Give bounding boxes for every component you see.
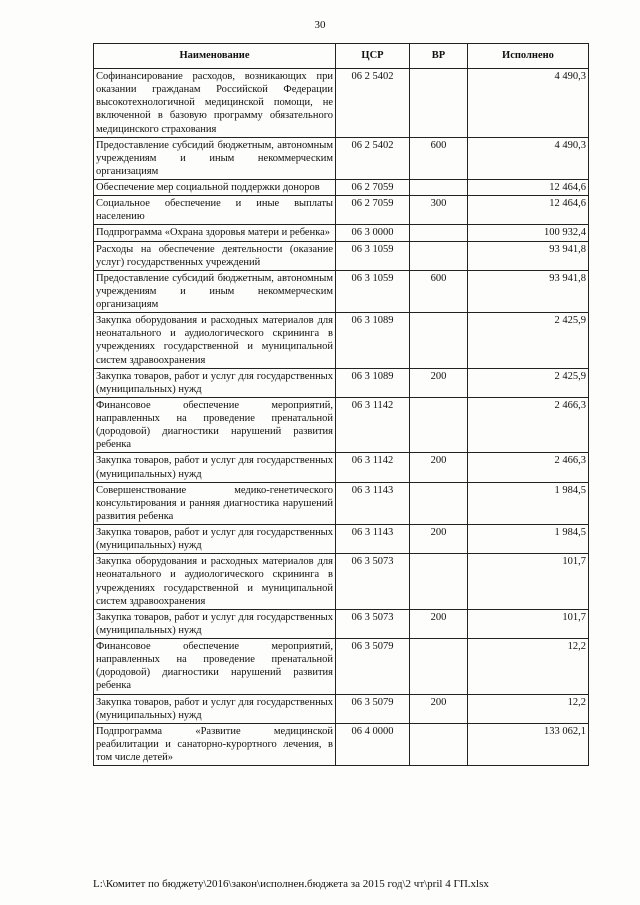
row-csr-cell: 06 2 5402 (336, 137, 410, 179)
row-csr-cell: 06 3 1089 (336, 313, 410, 369)
table-row (94, 694, 589, 723)
row-csr-cell: 06 3 5079 (336, 639, 410, 695)
row-vr-cell (410, 482, 468, 524)
row-csr-cell: 06 3 1143 (336, 482, 410, 524)
table-row (94, 137, 589, 179)
table-row (94, 609, 589, 638)
table-row (94, 69, 589, 138)
table-row (94, 270, 589, 312)
table-row (94, 525, 589, 554)
row-vr-cell: 200 (410, 694, 468, 723)
row-name-cell: Предоставление субсидий бюджетным, автономным учреждениям и иным некоммерческим организациям (94, 270, 336, 312)
budget-table (93, 43, 589, 766)
row-amount-cell: 12 464,6 (468, 180, 589, 196)
table-row (94, 313, 589, 369)
row-vr-cell (410, 397, 468, 453)
row-name-cell: Финансовое обеспечение мероприятий, направленных на проведение пренатальной (дородовой) диагностики нарушений развития ребенка (94, 639, 336, 695)
row-amount-cell: 4 490,3 (468, 137, 589, 179)
row-amount-cell: 101,7 (468, 554, 589, 610)
table-row (94, 723, 589, 765)
table-row (94, 554, 589, 610)
header-name: Наименование (94, 44, 336, 69)
row-vr-cell (410, 225, 468, 241)
row-csr-cell: 06 3 5079 (336, 694, 410, 723)
row-vr-cell (410, 241, 468, 270)
row-amount-cell: 12,2 (468, 639, 589, 695)
row-amount-cell: 100 932,4 (468, 225, 589, 241)
table-row (94, 225, 589, 241)
row-amount-cell: 2 425,9 (468, 368, 589, 397)
row-csr-cell: 06 3 1142 (336, 397, 410, 453)
row-amount-cell: 2 466,3 (468, 397, 589, 453)
row-csr-cell: 06 3 1059 (336, 270, 410, 312)
row-vr-cell (410, 313, 468, 369)
row-vr-cell: 200 (410, 453, 468, 482)
header-amount: Исполнено (468, 44, 589, 69)
row-name-cell: Подпрограмма «Охрана здоровья матери и ребенка» (94, 225, 336, 241)
row-name-cell: Закупка товаров, работ и услуг для государственных (муниципальных) нужд (94, 368, 336, 397)
row-vr-cell: 600 (410, 270, 468, 312)
table-row (94, 180, 589, 196)
row-name-cell: Подпрограмма «Развитие медицинской реабилитации и санаторно-курортного лечения, в том числе детей» (94, 723, 336, 765)
row-name-cell: Закупка товаров, работ и услуг для государственных (муниципальных) нужд (94, 694, 336, 723)
row-name-cell: Предоставление субсидий бюджетным, автономным учреждениям и иным некоммерческим организациям (94, 137, 336, 179)
row-csr-cell: 06 3 5073 (336, 609, 410, 638)
table-row (94, 482, 589, 524)
row-amount-cell: 101,7 (468, 609, 589, 638)
row-name-cell: Закупка товаров, работ и услуг для государственных (муниципальных) нужд (94, 609, 336, 638)
row-amount-cell: 12,2 (468, 694, 589, 723)
row-name-cell: Расходы на обеспечение деятельности (оказание услуг) государственных учреждений (94, 241, 336, 270)
row-amount-cell: 1 984,5 (468, 482, 589, 524)
row-vr-cell (410, 69, 468, 138)
table-row (94, 196, 589, 225)
row-vr-cell: 300 (410, 196, 468, 225)
row-amount-cell: 2 466,3 (468, 453, 589, 482)
row-amount-cell: 12 464,6 (468, 196, 589, 225)
row-amount-cell: 93 941,8 (468, 241, 589, 270)
row-csr-cell: 06 3 0000 (336, 225, 410, 241)
row-name-cell: Закупка товаров, работ и услуг для государственных (муниципальных) нужд (94, 453, 336, 482)
row-name-cell: Финансовое обеспечение мероприятий, направленных на проведение пренатальной (дородовой) диагностики нарушений развития ребенка (94, 397, 336, 453)
row-amount-cell: 1 984,5 (468, 525, 589, 554)
header-vr: ВР (410, 44, 468, 69)
page-number: 30 (314, 19, 326, 31)
row-name-cell: Обеспечение мер социальной поддержки доноров (94, 180, 336, 196)
row-vr-cell: 200 (410, 609, 468, 638)
table-row (94, 639, 589, 695)
row-csr-cell: 06 3 1059 (336, 241, 410, 270)
row-vr-cell (410, 639, 468, 695)
row-vr-cell: 200 (410, 368, 468, 397)
row-csr-cell: 06 2 7059 (336, 180, 410, 196)
row-csr-cell: 06 3 1142 (336, 453, 410, 482)
row-name-cell: Совершенствование медико-генетического консультирования и ранняя диагностика нарушений развития ребенка (94, 482, 336, 524)
row-name-cell: Закупка оборудования и расходных материалов для неонатального и аудиологического скрининга в учреждениях государственной и муниципальной систем здравоохранения (94, 554, 336, 610)
row-name-cell: Социальное обеспечение и иные выплаты населению (94, 196, 336, 225)
table-row (94, 241, 589, 270)
row-csr-cell: 06 4 0000 (336, 723, 410, 765)
row-csr-cell: 06 3 1089 (336, 368, 410, 397)
row-vr-cell (410, 554, 468, 610)
row-csr-cell: 06 2 5402 (336, 69, 410, 138)
row-amount-cell: 4 490,3 (468, 69, 589, 138)
row-csr-cell: 06 3 1143 (336, 525, 410, 554)
row-vr-cell: 600 (410, 137, 468, 179)
row-csr-cell: 06 3 5073 (336, 554, 410, 610)
table-row (94, 397, 589, 453)
row-name-cell: Закупка товаров, работ и услуг для государственных (муниципальных) нужд (94, 525, 336, 554)
table-row (94, 368, 589, 397)
table-row (94, 453, 589, 482)
row-amount-cell: 2 425,9 (468, 313, 589, 369)
row-csr-cell: 06 2 7059 (336, 196, 410, 225)
row-name-cell: Софинансирование расходов, возникающих при оказании гражданам Российской Федерации высокотехнологичной медицинской помощи, не включенной в базовую программу обязательного медицинского страхования (94, 69, 336, 138)
row-vr-cell: 200 (410, 525, 468, 554)
row-vr-cell (410, 180, 468, 196)
row-name-cell: Закупка оборудования и расходных материалов для неонатального и аудиологического скрининга в учреждениях государственной и муниципальной систем здравоохранения (94, 313, 336, 369)
header-csr: ЦСР (336, 44, 410, 69)
row-vr-cell (410, 723, 468, 765)
row-amount-cell: 93 941,8 (468, 270, 589, 312)
file-path-footer: L:\Комитет по бюджету\2016\закон\исполнен.бюджета за 2015 год\2 чт\pril 4 ГП.xlsx (93, 878, 489, 890)
row-amount-cell: 133 062,1 (468, 723, 589, 765)
table-header-row (94, 44, 589, 69)
